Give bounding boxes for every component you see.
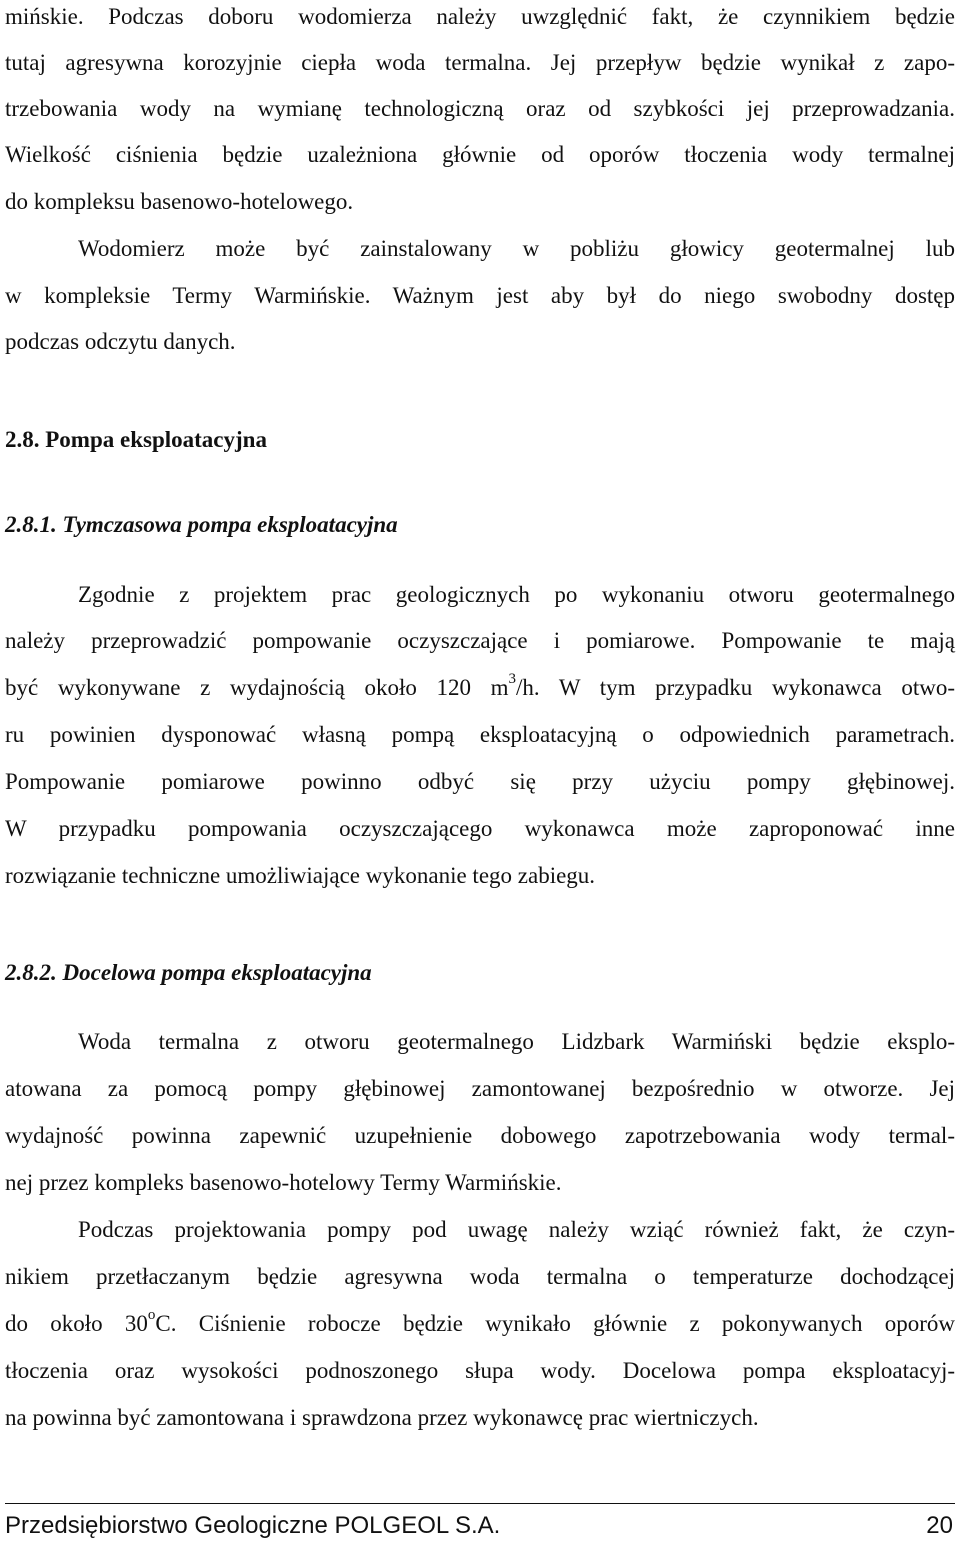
subsection-heading: 2.8.2. Docelowa pompa eksploatacyjna <box>5 960 372 985</box>
text-span: /h. W tym przypadku wykonawca otwo- <box>516 675 955 700</box>
subsection-heading: 2.8.1. Tymczasowa pompa eksploatacyjna <box>5 512 398 537</box>
text-line: Zgodnie z projektem prac geologicznych po wykonaniu otworu geotermalnego <box>78 582 955 607</box>
text-line: Wielkość ciśnienia będzie uzależniona głównie od oporów tłoczenia wody termalnej <box>5 142 955 167</box>
text-line: ru powinien dysponować własną pompą eksploatacyjną o odpowiednich parametrach. <box>5 722 955 747</box>
text-line: do kompleksu basenowo-hotelowego. <box>5 189 354 214</box>
text-line: Wodomierz może być zainstalowany w pobliżu głowicy geotermalnej lub <box>78 236 955 261</box>
text-line: trzebowania wody na wymianę technologiczną oraz od szybkości jej przeprowadzania. <box>5 96 955 121</box>
text-span: C. Ciśnienie robocze będzie wynikało głównie z pokonywanych oporów <box>155 1311 955 1336</box>
footer-company: Przedsiębiorstwo Geologiczne POLGEOL S.A. <box>5 1512 501 1539</box>
superscript: 3 <box>508 671 517 688</box>
footer-divider <box>5 1503 955 1504</box>
text-line: należy przeprowadzić pompowanie oczyszczające i pomiarowe. Pompowanie te mają <box>5 628 955 653</box>
text-line <box>5 1309 955 1339</box>
text-line: nikiem przetłaczanym będzie agresywna woda termalna o temperaturze dochodzącej <box>5 1264 955 1289</box>
section-heading: 2.8. Pompa eksploatacyjna <box>5 427 267 452</box>
text-line <box>5 673 955 703</box>
text-line: rozwiązanie techniczne umożliwiające wykonanie tego zabiegu. <box>5 863 596 888</box>
text-line: atowana za pomocą pompy głębinowej zamontowanej bezpośrednio w otworze. Jej <box>5 1076 955 1101</box>
text-line: Pompowanie pomiarowe powinno odbyć się przy użyciu pompy głębinowej. <box>5 769 955 794</box>
page-number: 20 <box>926 1512 953 1539</box>
text-line: podczas odczytu danych. <box>5 329 236 354</box>
text-line: W przypadku pompowania oczyszczającego wykonawca może zaproponować inne <box>5 816 955 841</box>
text-line: wydajność powinna zapewnić uzupełnienie dobowego zapotrzebowania wody termal- <box>5 1123 955 1148</box>
text-span: być wykonywane z wydajnością około 120 m <box>5 675 509 700</box>
text-line: na powinna być zamontowana i sprawdzona przez wykonawcę prac wiertniczych. <box>5 1405 759 1430</box>
superscript: o <box>147 1307 156 1324</box>
text-line: Woda termalna z otworu geotermalnego Lidzbark Warmiński będzie eksplo- <box>78 1029 955 1054</box>
text-line: w kompleksie Termy Warmińskie. Ważnym jest aby był do niego swobodny dostęp <box>5 283 955 308</box>
text-line: nej przez kompleks basenowo-hotelowy Termy Warmińskie. <box>5 1170 562 1195</box>
text-line: tutaj agresywna korozyjnie ciepła woda termalna. Jej przepływ będzie wynikał z zapo- <box>5 50 955 75</box>
text-line: Podczas projektowania pompy pod uwagę należy wziąć również fakt, że czyn- <box>78 1217 955 1242</box>
text-span: do około 30 <box>5 1311 148 1336</box>
text-line: tłoczenia oraz wysokości podnoszonego słupa wody. Docelowa pompa eksploatacyj- <box>5 1358 955 1383</box>
text-line: mińskie. Podczas doboru wodomierza należy uwzględnić fakt, że czynnikiem będzie <box>5 4 955 29</box>
